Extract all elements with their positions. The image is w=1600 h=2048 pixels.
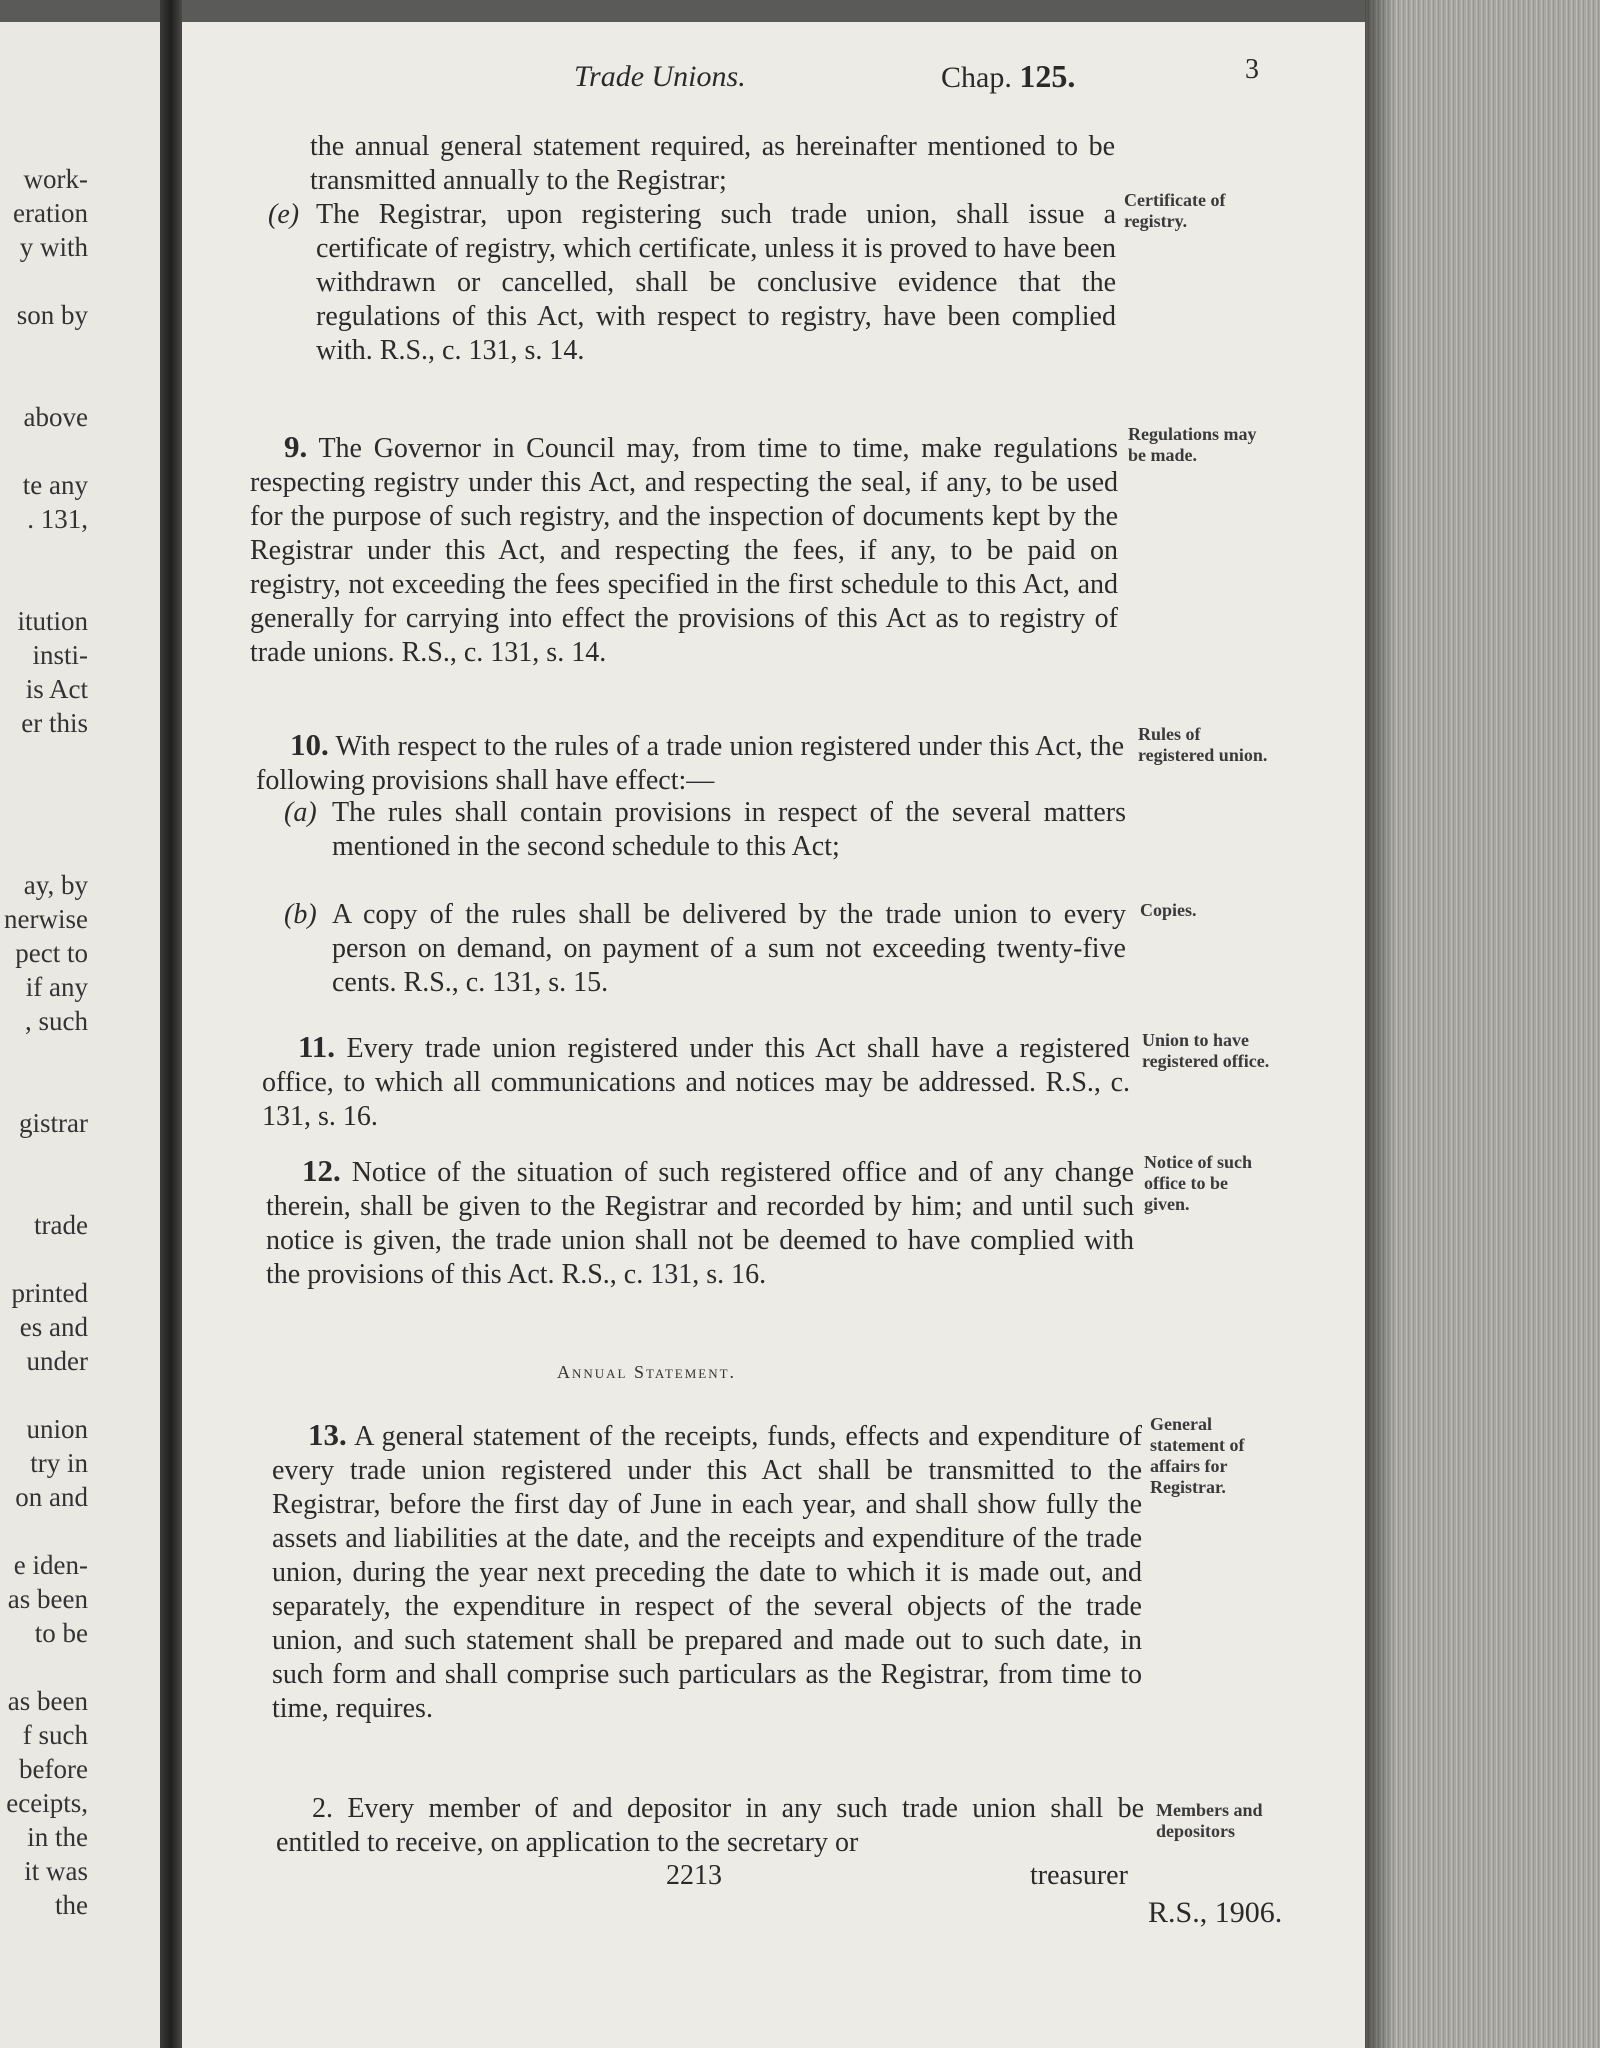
left-fragment: ay, by xyxy=(23,870,88,900)
left-fragment: f such xyxy=(22,1720,88,1750)
left-fragment: as been xyxy=(7,1584,88,1614)
book-gutter xyxy=(160,0,182,2048)
left-fragment: itution xyxy=(17,606,88,636)
section-12-text: Notice of the situation of such registered office and of any change therein, shall be given to the Registrar and recorded by him; and until such notice is given, the trade union shall not be deemed to have complied with the provisions of this Act. R.S., c. 131, s. 16. xyxy=(266,1157,1134,1290)
left-page-fragment xyxy=(0,22,160,2048)
chapter-word: Chap. xyxy=(941,61,1012,94)
book-page-edges xyxy=(1365,0,1600,2048)
item-10a xyxy=(284,796,1126,864)
left-fragment: above xyxy=(23,402,88,432)
section-13-subsection-2: 2. Every member of and depositor in any such trade union shall be entitled to receive, on application to the secretary or xyxy=(276,1793,1144,1858)
left-fragment: try in xyxy=(30,1448,88,1478)
left-fragment: e iden- xyxy=(13,1550,88,1580)
item-e-text: The Registrar, upon registering such trade union, shall issue a certificate of registry, which certificate, unless it is proved to have been withdrawn or cancelled, shall be conclusive evidence that the regulations of this Act, with respect to registry, have been complied with. R.S., c. 131, s. 14. xyxy=(316,199,1116,366)
sidenote-union-office: Union to have registered office. xyxy=(1142,1030,1270,1071)
sidenote-general: General statement of affairs for Registrar. xyxy=(1150,1414,1245,1497)
left-fragment: es and xyxy=(19,1312,88,1342)
sidenote-copies: Copies. xyxy=(1140,900,1197,920)
section-12 xyxy=(266,1154,1134,1292)
left-fragment: the xyxy=(55,1890,88,1920)
left-fragment: eration xyxy=(13,198,88,228)
left-fragment: y with xyxy=(19,232,88,262)
section-10-text: With respect to the rules of a trade union registered under this Act, the following provisions shall have effect:— xyxy=(256,731,1124,796)
left-fragment: er this xyxy=(21,708,88,738)
left-fragment: as been xyxy=(7,1686,88,1716)
item-10b xyxy=(284,898,1126,1000)
item-10a-text: The rules shall contain provisions in respect of the several matters mentioned in the second schedule to this Act; xyxy=(332,797,1126,862)
page-edge-shadow xyxy=(1365,0,1395,2048)
left-fragment: printed xyxy=(11,1278,88,1308)
page-number: 3 xyxy=(1245,54,1259,85)
section-13-text: A general statement of the receipts, funds, effects and expenditure of every trade union registered under this Act shall be transmitted to the Registrar, before the first day of June in each year, and shall show fully the assets and liabilities at the date, and the receipts and expenditure of the trade union, during the year next preceding the date to which it is made out, and separately, the expenditure in respect of the several objects of the trade union, and such statement shall be prepared and made out to such date, in such form and shall comprise such particulars as the Registrar, from time to time, requires. xyxy=(272,1421,1142,1724)
section-13-number: 13. xyxy=(308,1417,347,1452)
section-9-text: The Governor in Council may, from time to time, make regulations respecting registry under this Act, and respecting the seal, if any, to be used for the purpose of such registry, and the inspection of documents kept by the Registrar under this Act, and respecting the fees, if any, to be paid on registry, not exceeding the fees specified in the first schedule to this Act, and generally for carrying into effect the provisions of this Act as to registry of trade unions. R.S., c. 131, s. 14. xyxy=(250,433,1118,668)
left-fragment: pect to xyxy=(15,938,88,968)
section-11 xyxy=(262,1030,1130,1134)
item-10b-label: (b) xyxy=(284,899,317,930)
left-fragment: before xyxy=(19,1754,88,1784)
sidenote-certificate: Certificate of registry. xyxy=(1124,190,1226,231)
signature-mark: 2213 xyxy=(666,1860,722,1891)
catchword: treasurer xyxy=(1030,1860,1128,1891)
left-fragment: if any xyxy=(25,972,88,1002)
chapter-number: 125. xyxy=(1019,58,1076,94)
section-10-number: 10. xyxy=(290,727,329,762)
section-11-number: 11. xyxy=(298,1029,336,1064)
running-title: Trade Unions. xyxy=(574,60,746,93)
left-fragment: eceipts, xyxy=(6,1788,88,1818)
section-12-number: 12. xyxy=(302,1153,341,1188)
item-10b-text: A copy of the rules shall be delivered by the trade union to every person on demand, on payment of a sum not exceeding twenty-five cents. R.S., c. 131, s. 15. xyxy=(332,899,1126,998)
left-fragment: trade xyxy=(34,1210,88,1240)
section-9-number: 9. xyxy=(284,429,308,464)
section-11-text: Every trade union registered under this Act shall have a registered office, to which all communications and notices may be addressed. R.S., c. 131, s. 16. xyxy=(262,1033,1130,1132)
section-heading: Annual Statement. xyxy=(557,1362,737,1382)
left-fragment: nerwise xyxy=(4,904,88,934)
left-fragment: union xyxy=(26,1414,88,1444)
section-10 xyxy=(256,728,1124,798)
left-fragment: to be xyxy=(34,1618,88,1648)
left-fragment: on and xyxy=(15,1482,88,1512)
left-fragment: . 131, xyxy=(27,504,88,534)
left-fragment: is Act xyxy=(25,674,88,704)
item-e xyxy=(268,198,1116,368)
left-fragment: work- xyxy=(23,164,88,194)
sidenote-notice: Notice of such office to be given. xyxy=(1144,1152,1252,1214)
edition-mark: R.S., 1906. xyxy=(1148,1896,1283,1929)
item-10a-label: (a) xyxy=(284,797,317,828)
continuation-text: the annual general statement required, as hereinafter mentioned to be transmitted annually to the Registrar; xyxy=(310,131,1115,196)
item-e-label: (e) xyxy=(268,199,300,230)
left-fragment: under xyxy=(26,1346,88,1376)
left-fragment: , such xyxy=(25,1006,88,1036)
left-fragment: it was xyxy=(24,1856,88,1886)
section-9 xyxy=(250,430,1118,670)
left-fragment: gistrar xyxy=(19,1108,88,1138)
chapter-label xyxy=(941,58,1075,95)
sidenote-members: Members and depositors xyxy=(1156,1800,1263,1841)
left-fragment: son by xyxy=(16,300,88,330)
section-13 xyxy=(272,1418,1142,1726)
sidenote-regulations: Regulations may be made. xyxy=(1128,424,1257,465)
left-fragment: insti- xyxy=(32,640,88,670)
left-fragment: in the xyxy=(27,1822,88,1852)
sidenote-rules: Rules of registered union. xyxy=(1138,724,1268,765)
left-fragment: te any xyxy=(22,470,88,500)
